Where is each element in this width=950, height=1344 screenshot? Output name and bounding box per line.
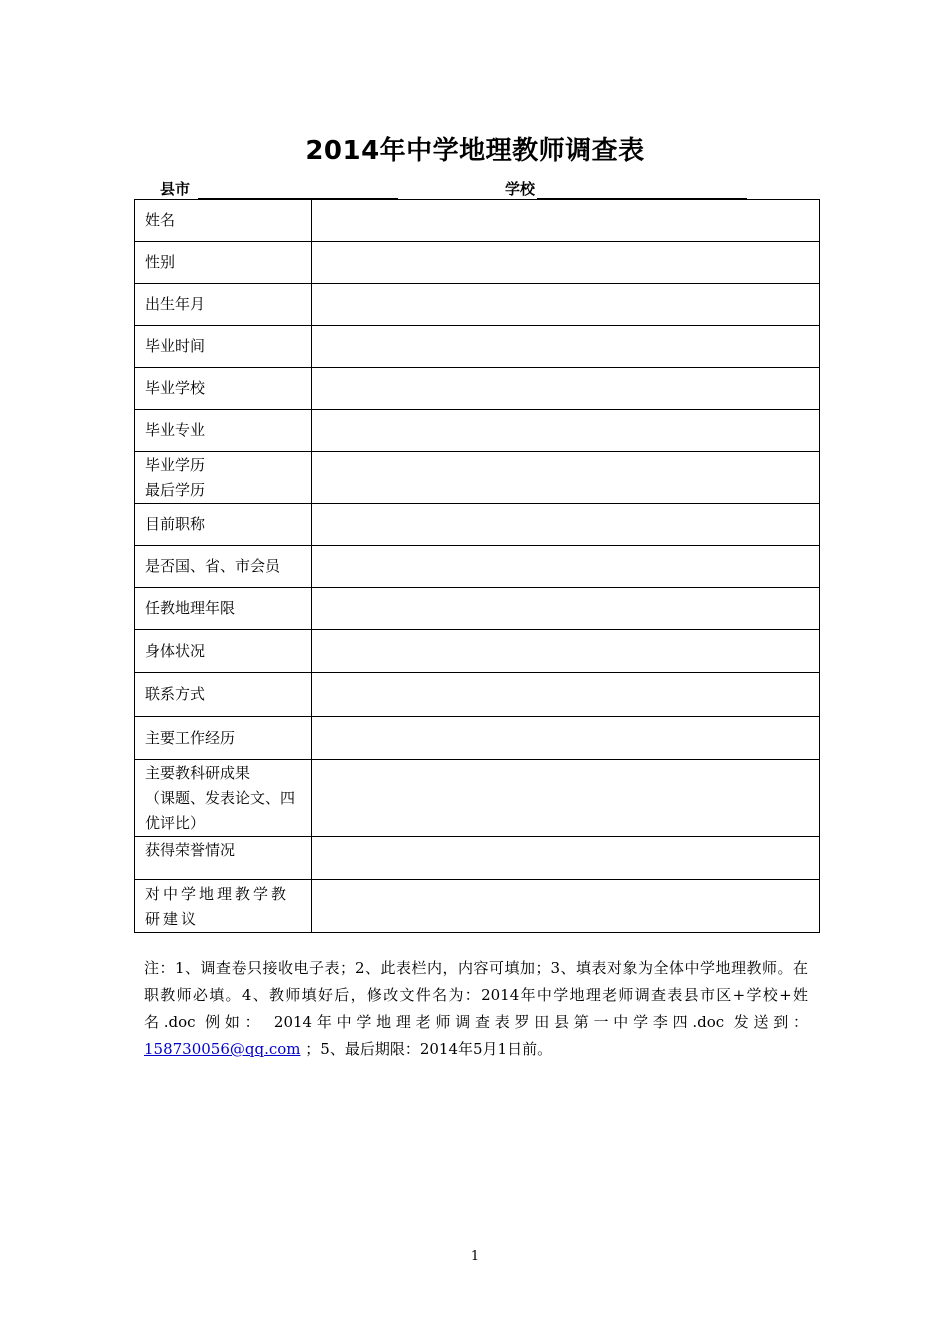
- row-label: [135, 452, 312, 504]
- row-label: 性别: [135, 242, 312, 284]
- row-value-cell[interactable]: [312, 326, 820, 368]
- form-row-birth: [135, 284, 820, 326]
- row-value-cell[interactable]: [312, 717, 820, 760]
- county-label: 县市: [160, 180, 191, 198]
- form-row-graduation-time: [135, 326, 820, 368]
- row-label-line: 毕业学历: [145, 456, 206, 474]
- form-row-honors: [135, 837, 820, 880]
- row-label: [135, 880, 312, 933]
- form-row-work-history: [135, 717, 820, 760]
- form-row-health: [135, 630, 820, 673]
- row-label-line: 研建议: [145, 910, 200, 928]
- row-value-cell[interactable]: [312, 368, 820, 410]
- row-label: [135, 760, 312, 837]
- email-link[interactable]: 158730056@qq.com: [144, 1040, 301, 1058]
- row-label: 出生年月: [135, 284, 312, 326]
- row-value-cell[interactable]: [312, 588, 820, 630]
- row-label: 毕业专业: [135, 410, 312, 452]
- form-row-membership: [135, 546, 820, 588]
- row-value-cell[interactable]: [312, 242, 820, 284]
- row-label: 毕业学校: [135, 368, 312, 410]
- row-value-cell[interactable]: [312, 410, 820, 452]
- school-label: 学校: [505, 180, 536, 198]
- row-label: 姓名: [135, 200, 312, 242]
- school-field: [505, 178, 747, 199]
- form-row-education: [135, 452, 820, 504]
- row-label-line: 对中学地理教学教: [145, 885, 290, 903]
- row-label-line: （课题、发表论文、四: [145, 789, 296, 807]
- row-value-cell[interactable]: [312, 200, 820, 242]
- row-label: 主要工作经历: [135, 717, 312, 760]
- form-row-graduation-school: [135, 368, 820, 410]
- form-row-teaching-years: [135, 588, 820, 630]
- row-label-line: 最后学历: [145, 481, 206, 499]
- survey-form-table: [134, 199, 820, 933]
- notes-paragraph: [144, 955, 808, 1063]
- notes-last-line: [144, 1040, 552, 1058]
- row-value-cell[interactable]: [312, 546, 820, 588]
- school-blank[interactable]: [537, 183, 747, 199]
- row-value-cell[interactable]: [312, 673, 820, 717]
- row-value-cell[interactable]: [312, 760, 820, 837]
- row-label: 任教地理年限: [135, 588, 312, 630]
- form-row-gender: [135, 242, 820, 284]
- row-value-cell[interactable]: [312, 504, 820, 546]
- form-row-research: [135, 760, 820, 837]
- page-title: 2014年中学地理教师调查表: [305, 136, 645, 166]
- page-number: 1: [470, 1249, 480, 1264]
- row-value-cell[interactable]: [312, 837, 820, 880]
- row-label: 获得荣誉情况: [135, 837, 312, 880]
- row-value-cell[interactable]: [312, 452, 820, 504]
- row-label: 身体状况: [135, 630, 312, 673]
- form-row-suggestions: [135, 880, 820, 933]
- county-blank[interactable]: [198, 183, 398, 199]
- row-value-cell[interactable]: [312, 284, 820, 326]
- form-row-contact: [135, 673, 820, 717]
- row-label-line: 优评比）: [145, 814, 206, 832]
- form-row-title: [135, 504, 820, 546]
- notes-line: ；5、最后期限：2014年5月1日前。: [300, 1040, 553, 1058]
- notes-line: 名.doc 例如： 2014年中学地理老师调查表罗田县第一中学李四.doc 发送到：: [144, 1013, 808, 1031]
- form-row-name: [135, 200, 820, 242]
- notes-line: 职教师必填。4、教师填好后，修改文件名为：2014年中学地理老师调查表县市区+学校+姓: [144, 986, 808, 1004]
- row-label: 目前职称: [135, 504, 312, 546]
- row-label: 是否国、省、市会员: [135, 546, 312, 588]
- row-label: 毕业时间: [135, 326, 312, 368]
- notes-line: 注：1、调查卷只接收电子表；2、此表栏内，内容可填加；3、填表对象为全体中学地理教师。在: [144, 959, 808, 977]
- county-field: [160, 178, 398, 199]
- row-value-cell[interactable]: [312, 880, 820, 933]
- row-value-cell[interactable]: [312, 630, 820, 673]
- row-label: 联系方式: [135, 673, 312, 717]
- row-label-line: 主要教科研成果: [145, 764, 251, 782]
- form-row-major: [135, 410, 820, 452]
